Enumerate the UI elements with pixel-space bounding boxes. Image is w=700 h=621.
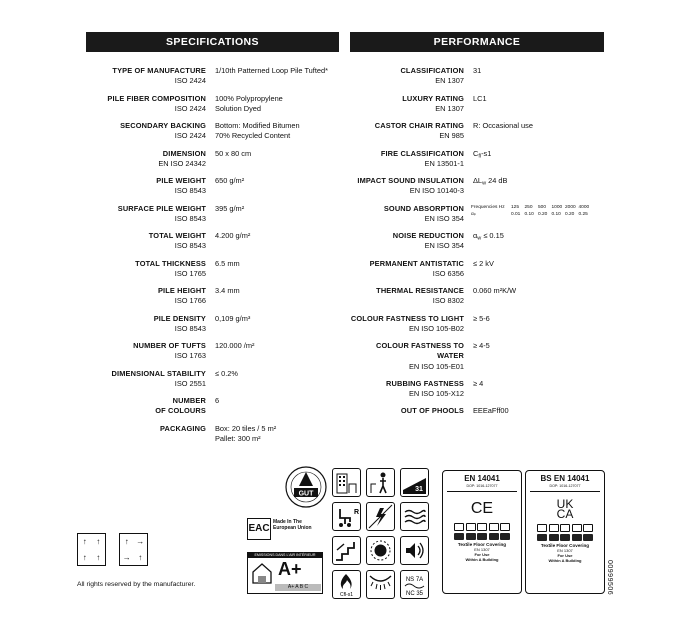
daylight-icon [366, 570, 395, 599]
perf-standard: EN ISO 354 [424, 241, 464, 251]
pictogram-icon [477, 533, 487, 540]
spec-value: 1/10th Patterned Loop Pile Tufted* [215, 66, 328, 75]
spec-label: NUMBER [172, 396, 206, 405]
spec-value: Pallet: 300 m² [215, 433, 261, 443]
spec-standard: EN ISO 24342 [158, 158, 206, 168]
perf-standard: ISO 6356 [432, 268, 464, 278]
perf-value: 31 [473, 66, 482, 75]
perf-label: PERMANENT ANTISTATIC [369, 258, 464, 268]
ce-card-footer-1: EN 1307 [474, 547, 490, 552]
perf-value: ≥ 5-6 [473, 313, 490, 323]
freq-cell: 4000 [578, 204, 590, 210]
stairs-icon [332, 536, 361, 565]
ukca-card-product: Textile Floor Covering [540, 543, 590, 548]
spec-row-pile-height [86, 286, 339, 307]
spec-value: Box: 20 tiles / 5 m² [215, 423, 277, 433]
spec-value: ≤ 0.2% [215, 368, 238, 378]
perf-label: COLOUR FASTNESS TO WATER [376, 341, 464, 361]
perf-row-absorption [350, 204, 604, 225]
perf-value-tail: ≤ 0.15 [481, 231, 504, 240]
perf-value-sub: w [482, 180, 487, 187]
installation-direction-quarter-turn [119, 533, 148, 566]
arrow-icon: ↑ [82, 552, 87, 562]
perf-standard: EN 985 [439, 131, 464, 141]
perf-row-antistatic [350, 259, 604, 280]
ce-declaration-card [442, 470, 522, 594]
perf-value: 0.060 m²K/W [473, 286, 517, 295]
spec-label: PILE FIBER COMPOSITION [107, 93, 206, 103]
spec-label: PILE HEIGHT [157, 286, 206, 295]
perf-standard: EN ISO 105-B02 [408, 323, 464, 333]
emissions-label [247, 552, 323, 594]
alpha-label: αₚ [471, 211, 476, 217]
spec-label: SURFACE PILE WEIGHT [117, 203, 206, 213]
spec-label: NUMBER OF TUFTS [133, 341, 206, 350]
ukca-card-footer-1: EN 1307 [557, 548, 573, 553]
pictogram-icon [454, 523, 464, 531]
pictogram-icon [466, 533, 476, 540]
antistatic-icon [366, 502, 395, 531]
spec-standard: ISO 2424 [174, 76, 206, 86]
spec-label: DIMENSION [162, 148, 206, 158]
spec-value: Bottom: Modified Bitumen [215, 121, 300, 130]
spec-row-total-thickness [86, 259, 339, 280]
pictogram-icon [583, 524, 593, 532]
perf-value-main: α [473, 231, 478, 240]
perf-row-classification [350, 66, 604, 87]
freq-label: Frequencies Hz [471, 204, 505, 210]
perf-standard: EN 1307 [435, 76, 464, 86]
perf-row-water [350, 341, 604, 372]
spec-row-total-weight [86, 231, 339, 252]
perf-label: IMPACT SOUND INSULATION [357, 176, 464, 185]
freq-cell: 2000 [565, 204, 576, 210]
perf-value-main: ΔL [473, 176, 483, 185]
emissions-scale: A+ A B C [275, 584, 321, 591]
perf-value: LC1 [473, 93, 487, 103]
pictogram-icon [572, 534, 582, 541]
perf-row-rubbing [350, 379, 604, 400]
perf-row-noise [350, 231, 604, 252]
spec-standard: ISO 8543 [174, 241, 206, 251]
perf-label: RUBBING FASTNESS [386, 378, 464, 388]
alpha-cell: 0.10 [551, 211, 561, 217]
ce-card-footer-3: Within A Building [465, 557, 499, 562]
alpha-cell: 0.25 [578, 211, 588, 217]
house-icon [251, 561, 273, 585]
perf-label: CASTOR CHAIR RATING [374, 121, 464, 130]
spec-value: 6.5 mm [215, 258, 240, 268]
freq-cell: 500 [538, 204, 547, 210]
spec-value: 650 g/m² [215, 176, 245, 185]
office-use-icon [366, 468, 395, 497]
perf-value-tail: 24 dB [486, 176, 508, 185]
perf-standard: EN ISO 105-X12 [408, 389, 464, 399]
spec-standard: ISO 1763 [174, 351, 206, 361]
perf-row-phools [350, 406, 604, 416]
pictogram-icon [572, 524, 582, 532]
spec-value: 0,109 g/m³ [215, 313, 251, 323]
class-31-text: 31 [415, 486, 423, 493]
pictogram-icon [489, 533, 499, 540]
perf-standard: ISO 8302 [432, 296, 464, 306]
perf-label: THERMAL RESISTANCE [376, 286, 464, 295]
perf-value [473, 149, 604, 162]
perf-label: NOISE REDUCTION [392, 231, 464, 240]
spec-value: 395 g/m² [215, 203, 245, 213]
pictogram-icon [560, 534, 570, 541]
perf-value-sub: fl [478, 153, 482, 159]
freq-cell: 125 [511, 204, 520, 210]
perf-value: ≥ 4-5 [473, 341, 490, 350]
spec-standard: ISO 2424 [174, 103, 206, 113]
ukca-declaration-card [525, 470, 605, 594]
arrow-icon: ↑ [96, 537, 101, 546]
spec-row-fiber [86, 94, 339, 115]
specifications-list [86, 66, 339, 451]
spec-label-cont: OF COLOURS [155, 406, 206, 416]
perf-row-luxury [350, 94, 604, 115]
perf-value [473, 176, 604, 189]
pictogram-icon [560, 524, 570, 532]
arrow-icon: ↑ [96, 552, 101, 562]
perf-label: COLOUR FASTNESS TO LIGHT [350, 313, 464, 323]
pictogram-icon [454, 533, 464, 540]
specifications-header: SPECIFICATIONS [86, 32, 339, 52]
sound-icon [400, 536, 429, 565]
spec-row-dimension [86, 149, 339, 170]
spec-label: PACKAGING [160, 423, 206, 433]
ukca-card-icons [526, 524, 604, 532]
gut-text: GUT [298, 490, 314, 498]
pictogram-icon [477, 523, 487, 531]
ce-card-icons [443, 523, 521, 531]
gut-logo [285, 466, 327, 508]
perf-label: OUT OF PHOOLS [400, 406, 464, 416]
emissions-title: EMISSIONS DANS L'AIR INTÉRIEUR [248, 553, 322, 558]
pictogram-icon [537, 524, 547, 532]
emissions-grade: A+ [278, 559, 302, 579]
ukca-card-dop: DOP: 1016-127077 [530, 484, 600, 492]
alpha-cell: 0.20 [565, 211, 575, 217]
spec-value: 3.4 mm [215, 286, 240, 295]
ns-text: NS 7A [405, 577, 424, 583]
ukca-card-icons-2 [526, 534, 604, 541]
perf-row-castor [350, 121, 604, 142]
pictogram-icon [500, 533, 510, 540]
pictogram-icon [489, 523, 499, 531]
perf-standard: EN ISO 105-E01 [408, 361, 464, 371]
perf-standard: EN ISO 10140-3 [409, 186, 464, 196]
perf-label: CLASSIFICATION [400, 66, 464, 75]
spec-value: 50 x 80 cm [215, 148, 252, 158]
rights-notice: All rights reserved by the manufacturer. [77, 581, 196, 588]
perf-label: FIRE CLASSIFICATION [380, 148, 464, 158]
ukca-card-footer-3: Within A Building [548, 558, 582, 563]
freq-cell: 250 [524, 204, 533, 210]
ce-card-footer-2: For Use [474, 552, 490, 557]
thermal-icon [400, 502, 429, 531]
perf-label: SOUND ABSORPTION [383, 203, 464, 213]
spec-value: 70% Recycled Content [215, 131, 291, 141]
spec-label: SECONDARY BACKING [120, 121, 206, 130]
perf-value-main: C [473, 148, 479, 158]
spec-value: 4.200 g/m² [215, 231, 251, 240]
castor-r-text: R [354, 509, 359, 516]
spec-row-stability [86, 369, 339, 390]
spec-row-surface-pile-weight [86, 204, 339, 225]
perf-row-fire [350, 149, 604, 170]
performance-header: PERFORMANCE [350, 32, 604, 52]
perf-row-thermal [350, 286, 604, 307]
ukca-mark: UK CA [556, 497, 574, 521]
pictogram-icon [466, 523, 476, 531]
pictogram-icon [537, 534, 547, 541]
light-fastness-icon [366, 536, 395, 565]
perf-row-impact [350, 176, 604, 197]
pictogram-icon [549, 524, 559, 532]
perf-value [473, 231, 604, 244]
perf-row-light [350, 314, 604, 335]
spec-label: PILE WEIGHT [156, 176, 206, 185]
performance-list [350, 66, 604, 424]
ukca-card-title: BS EN 14041 [540, 474, 590, 483]
perf-label: LUXURY RATING [402, 93, 464, 103]
arrow-icon: → [136, 537, 145, 546]
spec-standard: ISO 8543 [174, 213, 206, 223]
spec-value: 6 [215, 396, 220, 405]
alpha-cell: 0.01 [511, 211, 521, 217]
spec-row-manufacture [86, 66, 339, 87]
pictogram-icon [549, 534, 559, 541]
spec-label: TOTAL WEIGHT [148, 231, 206, 240]
spec-row-backing [86, 121, 339, 142]
spec-standard: ISO 1766 [174, 296, 206, 306]
noise-class-icon [400, 570, 429, 599]
freq-cell: 1000 [551, 204, 563, 210]
perf-value: R: Occasional use [473, 121, 533, 130]
spec-row-colours [86, 396, 339, 417]
spec-standard: ISO 1765 [174, 268, 206, 278]
spec-value: 100% Polypropylene [215, 93, 283, 103]
perf-value: ≤ 2 kV [473, 258, 494, 268]
perf-standard: EN 1307 [435, 103, 464, 113]
perf-value-tail: -s1 [481, 148, 492, 158]
arrow-icon: → [122, 552, 131, 562]
perf-value-sub: w [477, 235, 482, 242]
made-in-eu: Made In The European Union [273, 519, 312, 531]
spec-standard: ISO 8543 [174, 323, 206, 333]
fire-icon [332, 570, 361, 599]
spec-label: DIMENSIONAL STABILITY [111, 368, 206, 378]
spec-standard: ISO 2551 [174, 378, 206, 388]
pictogram-icon [583, 534, 593, 541]
spec-standard: ISO 2424 [174, 131, 206, 141]
nc-text: NC 35 [405, 591, 424, 597]
eac-logo: EAC [247, 518, 271, 540]
ukca-card-footer-2: For Use [557, 553, 573, 558]
spec-row-tufts [86, 341, 339, 362]
spec-standard: ISO 8543 [174, 186, 206, 196]
spec-value: 120.000 /m² [215, 341, 255, 350]
ce-card-product: Textile Floor Covering [457, 542, 507, 547]
ce-mark: CE [470, 500, 494, 517]
alpha-cell: 0.20 [538, 211, 548, 217]
perf-value: ≥ 4 [473, 378, 484, 388]
arrow-icon: ↑ [124, 537, 129, 546]
spec-label: TYPE OF MANUFACTURE [112, 66, 206, 75]
spec-row-pile-weight [86, 176, 339, 197]
fire-class-text: Cfl-s1 [339, 592, 354, 597]
class-31-icon [400, 468, 429, 497]
ce-card-icons-2 [443, 533, 521, 540]
arrow-icon: ↑ [138, 552, 143, 562]
perf-value: EEEaFff00 [473, 406, 509, 416]
alpha-cell: 0.10 [524, 211, 534, 217]
product-code: 00999506 [606, 560, 613, 596]
ce-card-title: EN 14041 [464, 474, 500, 483]
castor-chair-icon [332, 502, 361, 531]
spec-label: PILE DENSITY [153, 313, 206, 323]
absorption-table [471, 204, 604, 218]
spec-label: TOTAL THICKNESS [135, 258, 206, 268]
spec-row-packaging [86, 424, 339, 445]
spec-value: Solution Dyed [215, 103, 262, 113]
arrow-icon: ↑ [82, 537, 87, 546]
perf-standard: EN ISO 354 [424, 213, 464, 223]
installation-direction-monolithic [77, 533, 106, 566]
pictogram-icon [500, 523, 510, 531]
spec-row-pile-density [86, 314, 339, 335]
ce-card-dop: DOP: 1016-127077 [447, 484, 517, 492]
building-icon [332, 468, 361, 497]
perf-standard: EN 13501-1 [424, 158, 464, 168]
